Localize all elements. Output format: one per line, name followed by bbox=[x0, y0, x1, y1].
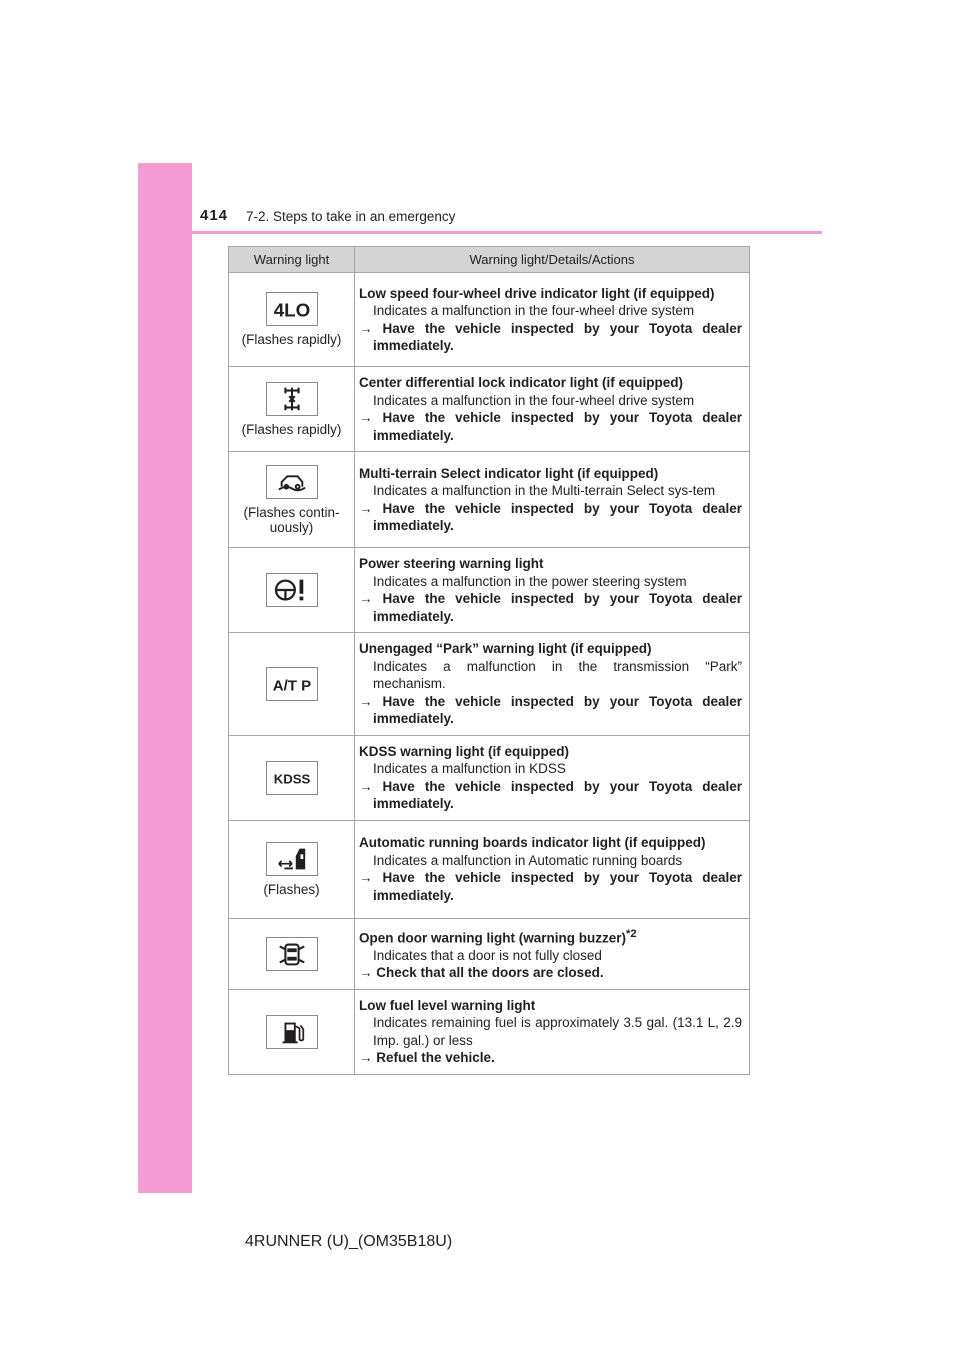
light-description: Indicates a malfunction in the transmission “Park” mechanism. bbox=[373, 658, 742, 691]
light-action: → Have the vehicle inspected by your Toyota dealer immediately. bbox=[359, 778, 742, 811]
details-cell bbox=[355, 633, 750, 736]
warning-light-cell bbox=[229, 820, 355, 918]
table-row bbox=[229, 273, 750, 367]
column-header: Warning light/Details/Actions bbox=[355, 247, 750, 273]
light-description: Indicates that a door is not fully closed bbox=[373, 947, 602, 963]
details-cell bbox=[355, 273, 750, 367]
warning-light-cell bbox=[229, 367, 355, 452]
section-tab bbox=[138, 163, 192, 1193]
table-row bbox=[229, 989, 750, 1074]
light-title: Open door warning light (warning buzzer)$^{*2}$ bbox=[359, 927, 637, 945]
details-cell bbox=[355, 989, 750, 1074]
table-row bbox=[229, 452, 750, 548]
light-title: Unengaged “Park” warning light (if equipped) bbox=[359, 641, 652, 656]
footnote-marker: *2 bbox=[626, 927, 637, 940]
light-action: → Refuel the vehicle. bbox=[359, 1050, 495, 1065]
light-title: Low speed four-wheel drive indicator light (if equipped) bbox=[359, 285, 715, 301]
table-row bbox=[229, 735, 750, 820]
light-action: → Have the vehicle inspected by your Toyota dealer immediately. bbox=[359, 500, 742, 533]
flash-note: (Flashes) bbox=[263, 881, 320, 897]
arrow-icon: → bbox=[359, 500, 373, 516]
table-row bbox=[229, 820, 750, 918]
light-action: → Have the vehicle inspected by your Toyota dealer immediately. bbox=[359, 320, 742, 353]
table-header-row bbox=[229, 247, 750, 273]
arrow-icon: → bbox=[359, 1050, 373, 1065]
header-rule bbox=[192, 231, 822, 234]
at-p-icon bbox=[266, 667, 318, 701]
warning-light-cell bbox=[229, 918, 355, 989]
arrow-icon: → bbox=[359, 965, 373, 980]
center-diff-lock-icon bbox=[266, 382, 318, 416]
details-cell bbox=[355, 452, 750, 548]
warning-light-cell bbox=[229, 452, 355, 548]
arrow-icon: → bbox=[359, 320, 373, 336]
table-row bbox=[229, 548, 750, 633]
light-title: Power steering warning light bbox=[359, 556, 544, 571]
running-boards-icon bbox=[266, 842, 318, 876]
page-number: 414 bbox=[200, 207, 229, 224]
details-cell bbox=[355, 918, 750, 989]
light-description: Indicates a malfunction in the four-wheel drive system bbox=[373, 392, 695, 408]
4lo-indicator-icon bbox=[266, 292, 318, 326]
arrow-icon: → bbox=[359, 410, 373, 425]
arrow-icon: → bbox=[359, 778, 373, 794]
table-row bbox=[229, 918, 750, 989]
column-header: Warning light bbox=[229, 247, 355, 273]
warning-light-cell bbox=[229, 735, 355, 820]
details-cell bbox=[355, 548, 750, 633]
warning-light-cell bbox=[229, 273, 355, 367]
svg-text:KDSS: KDSS bbox=[273, 771, 310, 787]
light-description: Indicates a malfunction in the power steering system bbox=[373, 573, 687, 589]
light-action: → Have the vehicle inspected by your Toyota dealer immediately. bbox=[359, 410, 742, 443]
multi-terrain-icon bbox=[266, 465, 318, 499]
light-title: KDSS warning light (if equipped) bbox=[359, 743, 569, 759]
light-title: Multi-terrain Select indicator light (if equipped) bbox=[359, 465, 659, 481]
light-description: Indicates a malfunction in Automatic running boards bbox=[373, 852, 683, 868]
warning-light-cell bbox=[229, 633, 355, 736]
flash-note: (Flashes contin-uously) bbox=[243, 504, 340, 535]
arrow-icon: → bbox=[359, 591, 373, 606]
table-row bbox=[229, 367, 750, 452]
arrow-icon: → bbox=[359, 693, 373, 709]
footer-doc-code: 4RUNNER (U)_(OM35B18U) bbox=[245, 1233, 453, 1250]
light-action: → Check that all the doors are closed. bbox=[359, 965, 604, 980]
light-action: → Have the vehicle inspected by your Toyota dealer immediately. bbox=[359, 591, 742, 624]
svg-text:4LO: 4LO bbox=[273, 299, 310, 321]
light-title: Automatic running boards indicator light (if equipped) bbox=[359, 835, 706, 850]
kdss-icon bbox=[266, 761, 318, 795]
power-steering-icon bbox=[266, 573, 318, 607]
warning-light-cell bbox=[229, 989, 355, 1074]
flash-note: (Flashes rapidly) bbox=[241, 332, 342, 347]
light-description: Indicates a malfunction in KDSS bbox=[373, 761, 566, 776]
open-door-icon bbox=[266, 937, 318, 971]
light-action: → Have the vehicle inspected by your Toyota dealer immediately. bbox=[359, 870, 742, 903]
svg-text:A/T P: A/T P bbox=[272, 677, 311, 695]
section-title: 7-2. Steps to take in an emergency bbox=[246, 209, 456, 224]
light-description: Indicates a malfunction in the Multi-terrain Select sys-tem bbox=[373, 483, 716, 498]
arrow-icon: → bbox=[359, 870, 373, 885]
low-fuel-icon bbox=[266, 1015, 318, 1049]
warning-light-table bbox=[228, 246, 750, 1075]
table-row bbox=[229, 633, 750, 736]
light-title: Center differential lock indicator light (if equipped) bbox=[359, 375, 684, 390]
light-title: Low fuel level warning light bbox=[359, 997, 536, 1013]
warning-light-cell bbox=[229, 548, 355, 633]
light-description: Indicates remaining fuel is approximately 3.5 gal. (13.1 L, 2.9 Imp. gal.) or less bbox=[373, 1015, 742, 1048]
light-description: Indicates a malfunction in the four-wheel drive system bbox=[373, 303, 695, 318]
details-cell bbox=[355, 367, 750, 452]
details-cell bbox=[355, 820, 750, 918]
flash-note: (Flashes rapidly) bbox=[241, 421, 342, 437]
light-action: → Have the vehicle inspected by your Toyota dealer immediately. bbox=[359, 693, 742, 726]
details-cell bbox=[355, 735, 750, 820]
